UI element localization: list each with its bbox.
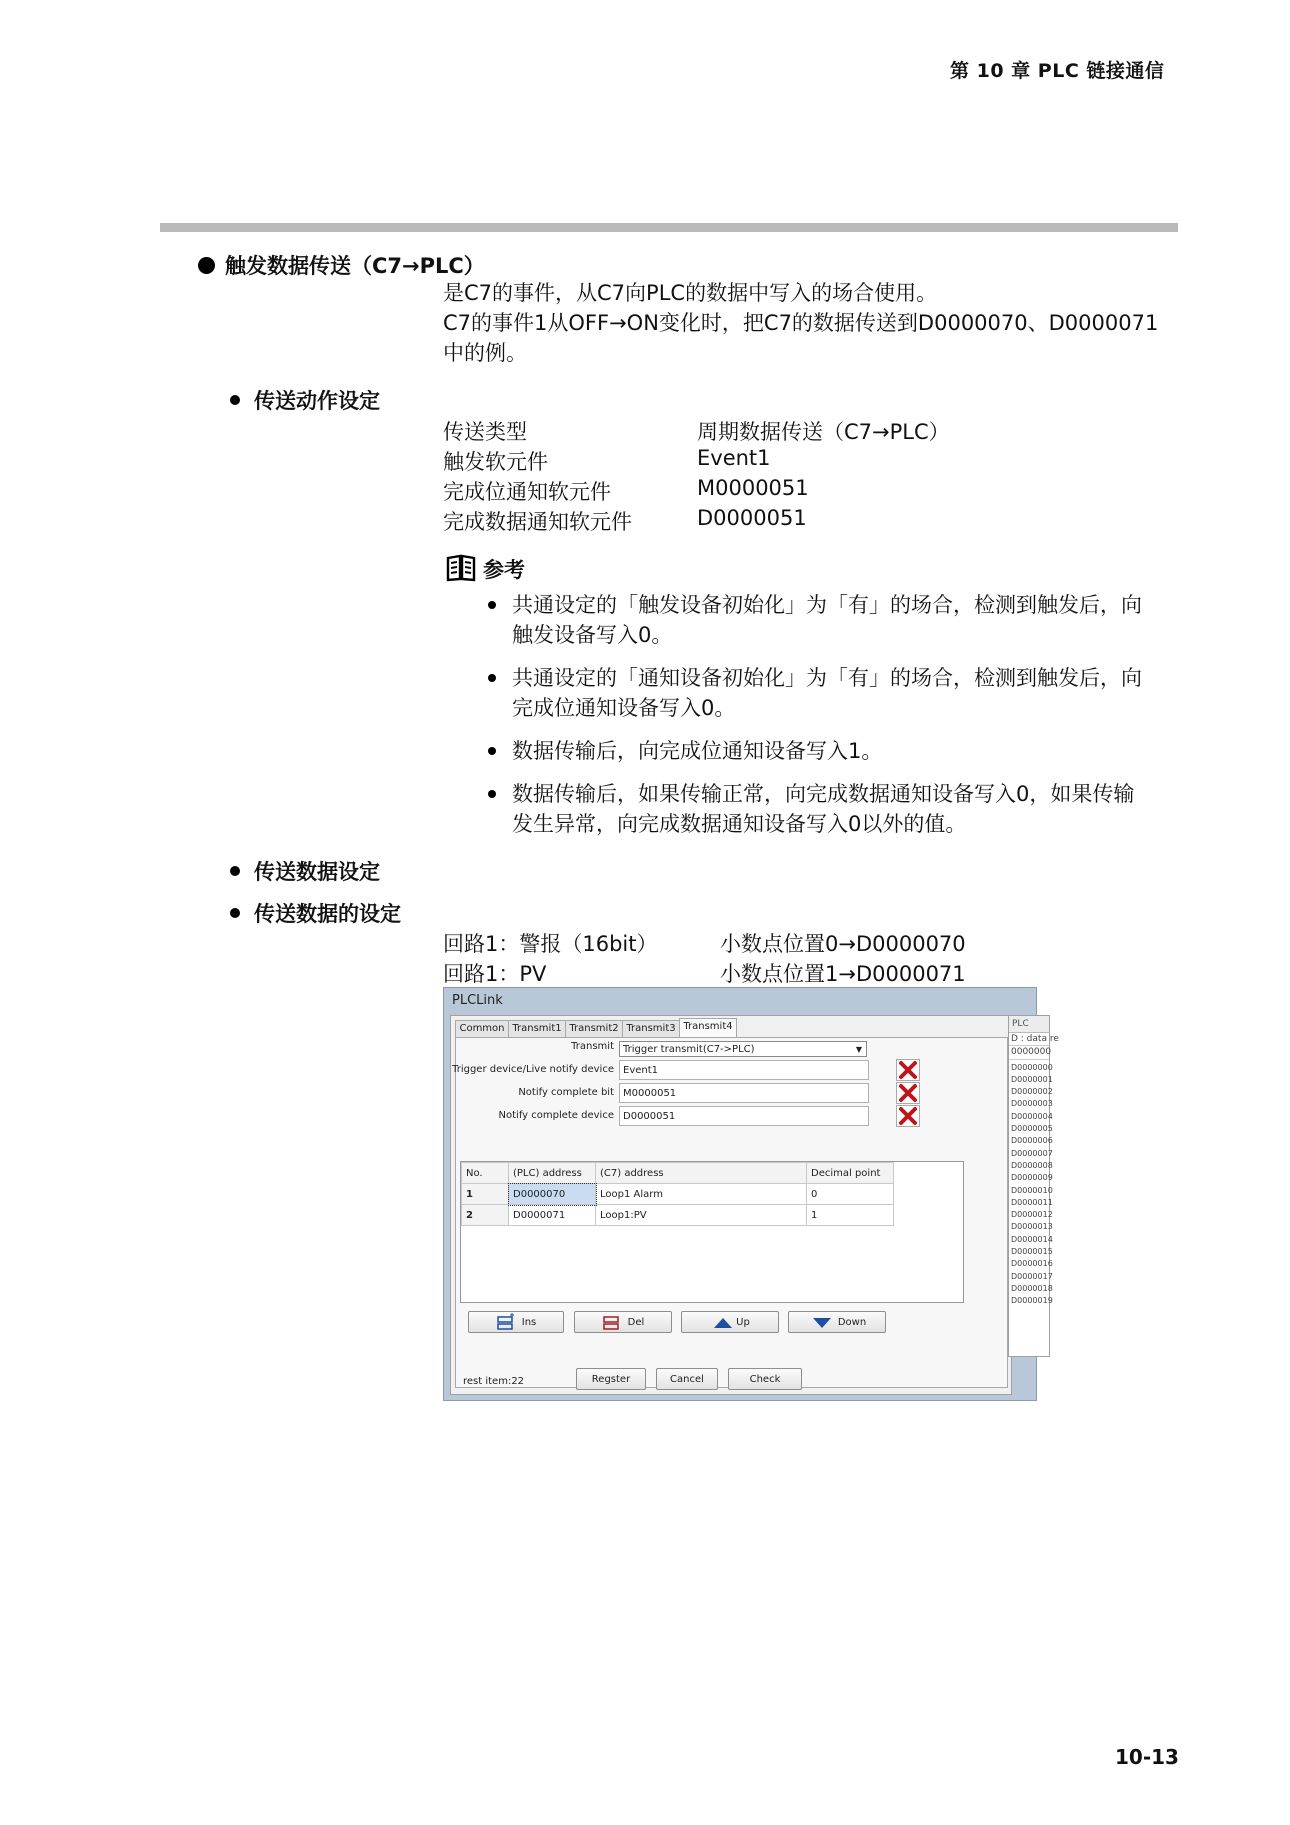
plc-list-item[interactable]: D0000013 — [1011, 1222, 1053, 1232]
plc-list-item[interactable]: D0000003 — [1011, 1099, 1053, 1109]
clear-notify-device-button[interactable] — [896, 1105, 920, 1127]
bullet-icon — [198, 257, 215, 274]
row-number: 2 — [462, 1205, 509, 1226]
bullet-line: 数据传输后，如果传输正常，向完成数据通知设备写入0，如果传输 — [512, 782, 1135, 806]
transfer-data-title — [230, 856, 380, 886]
section-desc-line-3: 中的例。 — [443, 341, 527, 365]
check-button[interactable]: Check — [728, 1368, 802, 1390]
table-header-row — [462, 1163, 894, 1184]
bullet-line: 完成位通知设备写入0。 — [512, 696, 736, 720]
plc-list-item[interactable]: D0000014 — [1011, 1234, 1053, 1244]
table-row[interactable] — [462, 1205, 894, 1226]
book-icon — [446, 553, 476, 587]
plc-list-item[interactable]: D0000011 — [1011, 1197, 1053, 1207]
delete-row-icon — [603, 1315, 621, 1331]
col-plc-address: (PLC) address — [509, 1163, 596, 1184]
plc-address-cell[interactable]: D0000071 — [509, 1205, 596, 1226]
arrow-down-icon — [813, 1318, 831, 1328]
chevron-down-icon: ▼ — [855, 1045, 862, 1054]
up-button-label: Up — [736, 1317, 750, 1328]
col-no: No. — [462, 1163, 509, 1184]
col-c7-address: (C7) address — [596, 1163, 807, 1184]
tab-transmit4[interactable]: Transmit4 — [679, 1018, 737, 1038]
kv-value: Event1 — [697, 446, 771, 470]
insert-button-label: Ins — [521, 1317, 537, 1328]
tab-transmit2[interactable]: Transmit2 — [565, 1020, 623, 1037]
clear-trigger-button[interactable] — [896, 1059, 920, 1081]
plc-list-item[interactable]: D0000018 — [1011, 1283, 1053, 1293]
register-button[interactable]: Regster — [576, 1368, 646, 1390]
col-decimal-point: Decimal point — [807, 1163, 894, 1184]
plc-list-item[interactable]: D0000002 — [1011, 1087, 1053, 1097]
decimal-point-cell[interactable]: 0 — [807, 1184, 894, 1205]
c7-address-cell[interactable]: Loop1 Alarm — [596, 1184, 807, 1205]
kv-value: M0000051 — [697, 476, 809, 500]
plc-list-item[interactable]: D0000001 — [1011, 1074, 1053, 1084]
plc-list-item[interactable]: D0000016 — [1011, 1259, 1053, 1269]
kv-label: 回路1：PV — [443, 962, 547, 986]
plc-list-item[interactable]: D0000019 — [1011, 1296, 1053, 1306]
tab-common[interactable]: Common — [455, 1020, 509, 1037]
plc-device-list[interactable] — [1008, 1015, 1059, 1357]
kv-label: 完成位通知软元件 — [443, 480, 611, 504]
transmit-label: Transmit — [571, 1041, 614, 1052]
reference-bullet — [512, 779, 1134, 839]
notify-bit-field[interactable]: M0000051 — [619, 1083, 869, 1103]
plclink-dialog-screenshot — [443, 987, 1059, 1401]
kv-value: 周期数据传送（C7→PLC） — [697, 420, 950, 444]
bullet-icon — [230, 908, 240, 918]
plc-list-item[interactable]: D0000007 — [1011, 1148, 1053, 1158]
bullet-line: 数据传输后，向完成位通知设备写入1。 — [512, 739, 883, 763]
row-number: 1 — [462, 1184, 509, 1205]
insert-button[interactable] — [468, 1311, 564, 1333]
down-button-label: Down — [837, 1317, 867, 1328]
down-button[interactable] — [788, 1311, 886, 1333]
notify-device-label: Notify complete device — [498, 1110, 614, 1121]
tab-transmit1[interactable]: Transmit1 — [508, 1020, 566, 1037]
plc-list-subheader: D : data re — [1009, 1033, 1049, 1046]
delete-button[interactable] — [574, 1311, 672, 1333]
trigger-device-label: Trigger device/Live notify device — [452, 1064, 614, 1075]
plc-list-header: PLC — [1009, 1016, 1049, 1033]
delete-button-label: Del — [627, 1317, 645, 1328]
kv-label: 回路1：警报（16bit） — [443, 932, 658, 956]
reference-bullet — [512, 590, 1142, 650]
transfer-data-setting-title — [230, 898, 401, 928]
section-title-text: 触发数据传送（C7→PLC） — [225, 254, 485, 278]
reference-title: 参考 — [483, 558, 525, 582]
chapter-header: 第 10 章 PLC 链接通信 — [950, 60, 1165, 82]
dialog-body — [450, 1015, 1012, 1395]
bullet-line: 触发设备写入0。 — [512, 623, 673, 647]
c7-address-cell[interactable]: Loop1:PV — [596, 1205, 807, 1226]
reference-bullet — [512, 663, 1142, 723]
bullet-icon — [230, 395, 240, 405]
plc-list-item[interactable]: D0000004 — [1011, 1111, 1053, 1121]
up-button[interactable] — [681, 1311, 779, 1333]
plc-list-item[interactable]: D0000009 — [1011, 1173, 1053, 1183]
page-number: 10-13 — [1115, 1745, 1179, 1769]
section-divider — [160, 223, 1178, 232]
notify-bit-label: Notify complete bit — [518, 1087, 614, 1098]
arrow-up-icon — [714, 1318, 732, 1328]
kv-value: D0000051 — [697, 506, 807, 530]
transmit-select-value: Trigger transmit(C7->PLC) — [623, 1044, 755, 1055]
plc-list-item[interactable]: D0000008 — [1011, 1160, 1053, 1170]
transfer-data-title-text: 传送数据设定 — [254, 860, 380, 884]
transmit-select[interactable] — [619, 1041, 867, 1057]
plc-list-item[interactable]: D0000006 — [1011, 1136, 1053, 1146]
section-desc-line-2: C7的事件1从OFF→ON变化时，把C7的数据传送到D0000070、D0000071 — [443, 311, 1159, 335]
tab-transmit3[interactable]: Transmit3 — [622, 1020, 680, 1037]
kv-label: 触发软元件 — [443, 450, 548, 474]
bullet-line: 共通设定的「触发设备初始化」为「有」的场合，检测到触发后，向 — [512, 593, 1142, 617]
plc-list-item[interactable]: D0000017 — [1011, 1271, 1053, 1281]
notify-device-field[interactable]: D0000051 — [619, 1106, 869, 1126]
delete-x-icon — [897, 1060, 919, 1080]
bullet-line: 共通设定的「通知设备初始化」为「有」的场合，检测到触发后，向 — [512, 666, 1142, 690]
plc-address-cell[interactable]: D0000070 — [509, 1184, 596, 1205]
kv-label: 传送类型 — [443, 420, 527, 444]
kv-value: 小数点位置0→D0000070 — [720, 932, 966, 956]
cancel-button[interactable]: Cancel — [656, 1368, 718, 1390]
plc-list-item[interactable]: D0000005 — [1011, 1124, 1053, 1134]
rest-item-label: rest item:22 — [463, 1376, 525, 1387]
transfer-action-title — [230, 385, 380, 415]
decimal-point-cell[interactable]: 1 — [807, 1205, 894, 1226]
plc-list-field[interactable]: 0000000 — [1009, 1046, 1049, 1059]
kv-value: 小数点位置1→D0000071 — [720, 962, 966, 986]
clear-notify-bit-button[interactable] — [896, 1082, 920, 1104]
kv-label: 完成数据通知软元件 — [443, 510, 632, 534]
plc-list-item[interactable]: D0000015 — [1011, 1247, 1053, 1257]
trigger-device-field[interactable]: Event1 — [619, 1060, 869, 1080]
reference-bullet — [512, 736, 882, 766]
table-row[interactable] — [462, 1184, 894, 1205]
address-table[interactable] — [460, 1161, 964, 1303]
transmit-panel — [452, 1037, 1008, 1388]
transfer-data-setting-title-text: 传送数据的设定 — [254, 902, 401, 926]
plc-list-item[interactable]: D0000000 — [1011, 1062, 1053, 1072]
dialog-title: PLCLink — [452, 993, 503, 1008]
plc-list-item[interactable]: D0000010 — [1011, 1185, 1053, 1195]
plc-list-items — [1009, 1062, 1053, 1308]
bullet-line: 发生异常，向完成数据通知设备写入0以外的值。 — [512, 812, 967, 836]
transfer-action-title-text: 传送动作设定 — [254, 389, 380, 413]
section-desc-line-1: 是C7的事件，从C7向PLC的数据中写入的场合使用。 — [443, 281, 938, 305]
delete-x-icon — [897, 1083, 919, 1103]
delete-x-icon — [897, 1106, 919, 1126]
section-title — [198, 250, 485, 280]
insert-row-icon — [497, 1315, 515, 1331]
bullet-icon — [230, 866, 240, 876]
plc-list-item[interactable]: D0000012 — [1011, 1210, 1053, 1220]
